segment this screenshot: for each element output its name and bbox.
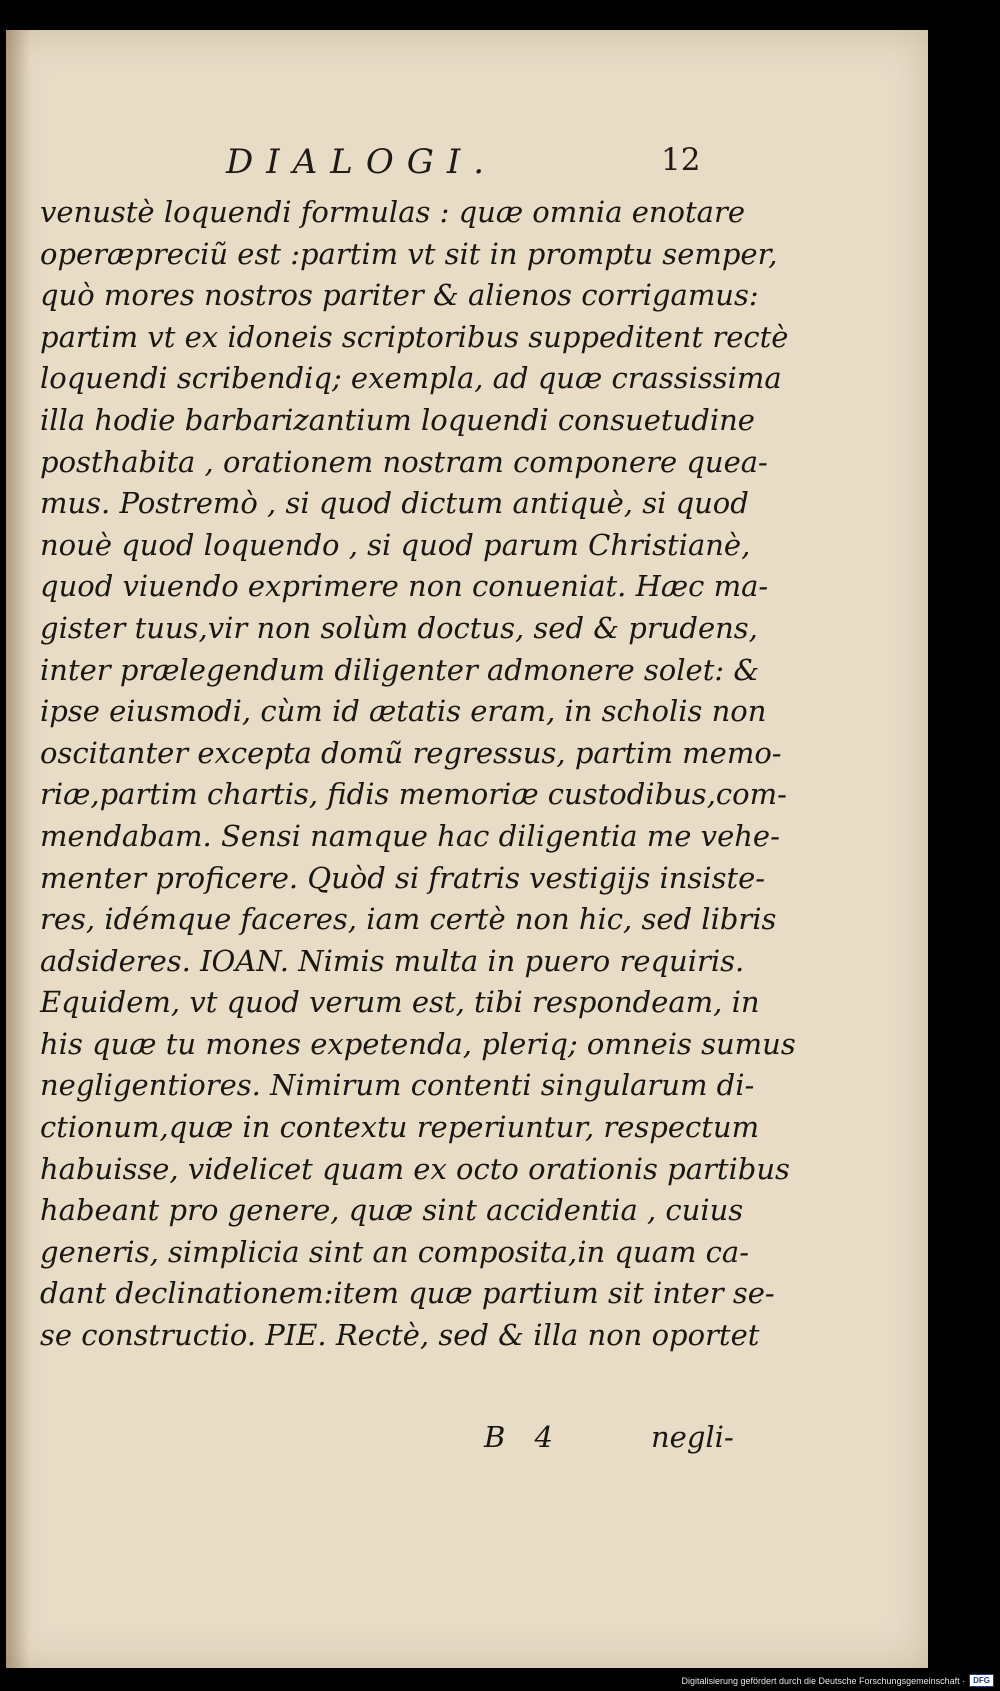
signature-mark: B 4 bbox=[484, 1420, 563, 1454]
text-line: ipse eiusmodi, cùm id ætatis eram, in scholis non bbox=[40, 694, 767, 729]
text-line: operæpreciũ est :partim vt sit in promptu semper, bbox=[40, 236, 778, 271]
text-line: nouè quod loquendo , si quod parum Christianè, bbox=[40, 527, 751, 562]
text-line: se constructio. PIE. Rectè, sed & illa non oportet bbox=[40, 1318, 760, 1353]
text-line: generis, simplicia sint an composita,in quam ca- bbox=[40, 1234, 749, 1269]
text-line: dant declinationem:item quæ partium sit inter se- bbox=[40, 1276, 775, 1311]
text-line: Equidem, vt quod verum est, tibi respondeam, in bbox=[40, 985, 760, 1020]
body-text bbox=[40, 192, 796, 1357]
dfg-logo: DFG bbox=[969, 1674, 994, 1687]
text-line: posthabita , orationem nostram componere quea- bbox=[40, 444, 768, 479]
text-line: loquendi scribendiq; exempla, ad quæ crassissima bbox=[40, 361, 782, 396]
text-line: partim vt ex idoneis scriptoribus suppeditent rectè bbox=[40, 319, 789, 354]
book-page bbox=[6, 30, 928, 1668]
text-line: gister tuus,vir non solùm doctus, sed & prudens, bbox=[40, 610, 758, 645]
credit-text: Digitalisierung gefördert durch die Deutsche Forschungsgemeinschaft · bbox=[681, 1675, 966, 1686]
digitization-credit bbox=[681, 1674, 994, 1687]
text-line: illa hodie barbarizantium loquendi consuetudine bbox=[40, 402, 755, 437]
text-line: quò mores nostros pariter & alienos corrigamus: bbox=[40, 278, 759, 313]
page-footer bbox=[6, 1420, 928, 1464]
page-number: 12 bbox=[661, 142, 701, 178]
catchword: negli- bbox=[651, 1420, 734, 1454]
text-line: inter prælegendum diligenter admonere solet: & bbox=[40, 652, 760, 687]
text-line: riæ,partim chartis, fidis memoriæ custodibus,com- bbox=[40, 777, 787, 812]
text-line: negligentiores. Nimirum contenti singularum di- bbox=[40, 1068, 755, 1103]
text-line: oscitanter excepta domũ regressus, partim memo- bbox=[40, 735, 782, 770]
text-line: his quæ tu mones expetenda, pleriq; omneis sumus bbox=[40, 1026, 796, 1061]
text-line: mendabam. Sensi namque hac diligentia me vehe- bbox=[40, 818, 780, 853]
text-line: habuisse, videlicet quam ex octo orationis partibus bbox=[40, 1151, 790, 1186]
text-line: venustè loquendi formulas : quæ omnia enotare bbox=[40, 195, 745, 229]
text-line: quod viuendo exprimere non conueniat. Hæc ma- bbox=[40, 569, 769, 604]
text-line: habeant pro genere, quæ sint accidentia , cuius bbox=[40, 1193, 744, 1228]
text-line: menter proficere. Quòd si fratris vestigijs insiste- bbox=[40, 860, 766, 895]
text-line: mus. Postremò , si quod dictum antiquè, si quod bbox=[40, 486, 749, 521]
text-line: adsideres. IOAN. Nimis multa in puero requiris. bbox=[40, 943, 745, 978]
running-head bbox=[6, 142, 928, 190]
text-line: res, idémque faceres, iam certè non hic, sed libris bbox=[40, 902, 777, 937]
text-line: ctionum,quæ in contextu reperiuntur, respectum bbox=[40, 1110, 760, 1145]
running-title: DIALOGI. bbox=[226, 142, 498, 182]
